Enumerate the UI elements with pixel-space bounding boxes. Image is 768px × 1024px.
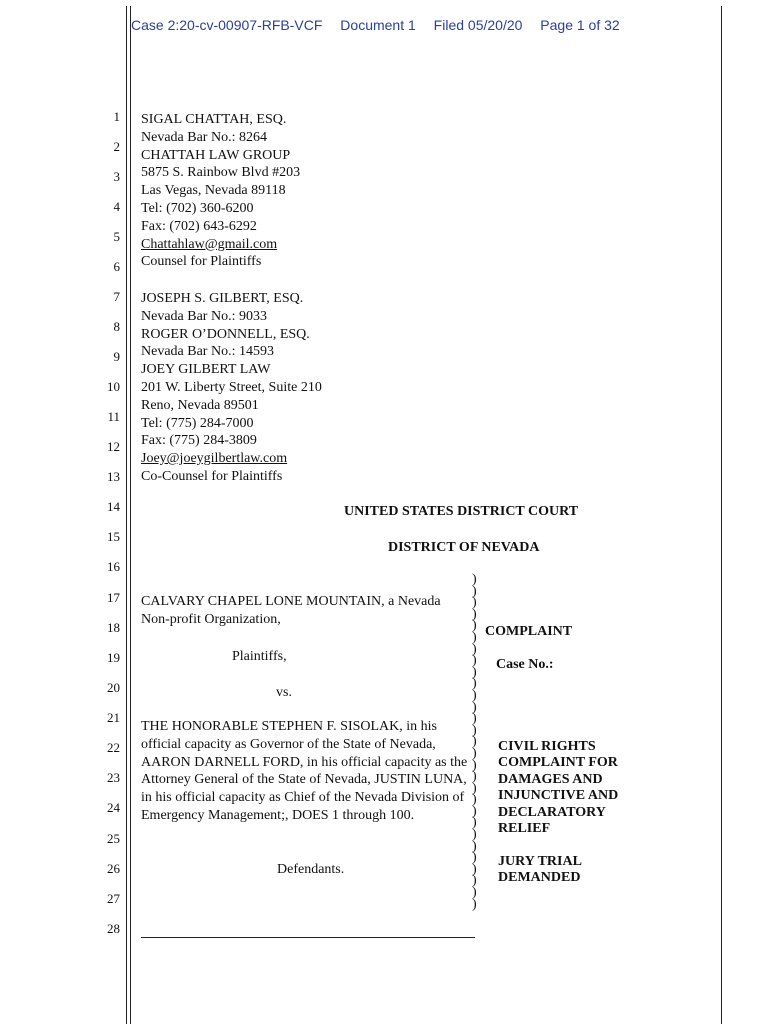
line-number: 13 bbox=[107, 469, 120, 484]
fax: Fax: (775) 284-3809 bbox=[141, 433, 257, 449]
paren: ) bbox=[472, 769, 477, 785]
paren: ) bbox=[472, 850, 477, 866]
street-address: 201 W. Liberty Street, Suite 210 bbox=[141, 379, 322, 395]
civil-rights-line: DECLARATORY bbox=[498, 804, 606, 820]
court-name: UNITED STATES DISTRICT COURT bbox=[344, 504, 579, 519]
versus-label: vs. bbox=[276, 685, 292, 700]
counsel-role: Co-Counsel for Plaintiffs bbox=[141, 468, 283, 484]
counsel-role: Counsel for Plaintiffs bbox=[141, 254, 262, 270]
paren: ) bbox=[472, 595, 477, 611]
civil-rights-heading bbox=[498, 739, 618, 837]
email-link[interactable]: Joey@joeygilbertlaw.com bbox=[141, 451, 288, 467]
line-number: 12 bbox=[107, 439, 120, 454]
paren: ) bbox=[472, 687, 477, 703]
line-number: 26 bbox=[107, 861, 120, 876]
line-number: 8 bbox=[113, 319, 120, 334]
jury-demand-heading bbox=[498, 854, 582, 887]
civil-rights-line: DAMAGES AND bbox=[498, 771, 603, 787]
bar-number: Nevada Bar No.: 9033 bbox=[141, 308, 267, 324]
line-number: 3 bbox=[113, 169, 120, 184]
paren: ) bbox=[472, 803, 477, 819]
line-number: 15 bbox=[107, 529, 120, 544]
paren: ) bbox=[472, 699, 477, 715]
paren: ) bbox=[472, 606, 477, 622]
line-number: 28 bbox=[107, 921, 120, 936]
street-address: 5875 S. Rainbow Blvd #203 bbox=[141, 165, 301, 181]
paren: ) bbox=[472, 757, 477, 773]
paren: ) bbox=[472, 641, 477, 657]
ecf-header bbox=[131, 17, 620, 33]
line-number: 9 bbox=[113, 349, 120, 364]
line-number: 24 bbox=[107, 800, 120, 815]
line-number: 2 bbox=[113, 139, 120, 154]
paren: ) bbox=[472, 676, 477, 692]
telephone: Tel: (702) 360-6200 bbox=[141, 200, 254, 216]
counsel-secondary-block bbox=[141, 290, 322, 486]
line-number: 10 bbox=[107, 379, 120, 394]
line-number: 20 bbox=[107, 680, 120, 695]
paren: ) bbox=[472, 780, 477, 796]
paren: ) bbox=[472, 885, 477, 901]
line-number: 1 bbox=[113, 109, 120, 124]
line-number: 11 bbox=[107, 409, 120, 424]
line-number: 23 bbox=[107, 770, 120, 785]
defendants-label: Defendants. bbox=[277, 862, 345, 877]
counsel-primary-block bbox=[141, 111, 300, 271]
paren: ) bbox=[472, 629, 477, 645]
firm-name: CHATTAH LAW GROUP bbox=[141, 147, 291, 163]
right-margin-line bbox=[721, 6, 722, 1024]
paren: ) bbox=[472, 653, 477, 669]
attorney-name: SIGAL CHATTAH, ESQ. bbox=[141, 112, 287, 127]
fax: Fax: (702) 643-6292 bbox=[141, 218, 257, 234]
paren: ) bbox=[472, 792, 477, 808]
district-name: DISTRICT OF NEVADA bbox=[388, 540, 540, 555]
line-number: 7 bbox=[113, 289, 120, 304]
paren: ) bbox=[472, 734, 477, 750]
caption-paren-column bbox=[472, 574, 477, 910]
line-number: 17 bbox=[107, 590, 120, 605]
bar-number: Nevada Bar No.: 14593 bbox=[141, 344, 274, 360]
jury-line: JURY TRIAL bbox=[498, 854, 582, 869]
firm-name: JOEY GILBERT LAW bbox=[141, 362, 271, 378]
header-filed-date: Filed 05/20/20 bbox=[433, 17, 523, 33]
paren: ) bbox=[472, 861, 477, 877]
paren: ) bbox=[472, 572, 477, 587]
case-number-label: Case No.: bbox=[496, 657, 554, 672]
line-number: 21 bbox=[107, 710, 120, 725]
line-number: 6 bbox=[113, 259, 120, 274]
line-number: 19 bbox=[107, 650, 120, 665]
email-link[interactable]: Chattahlaw@gmail.com bbox=[141, 236, 278, 252]
paren: ) bbox=[472, 873, 477, 889]
paren: ) bbox=[472, 896, 477, 912]
plaintiff-line-2: Non-profit Organization, bbox=[141, 611, 281, 627]
header-document: Document 1 bbox=[340, 17, 416, 33]
header-page: Page 1 of 32 bbox=[540, 17, 620, 33]
plaintiffs-label: Plaintiffs, bbox=[232, 649, 287, 664]
civil-rights-line: COMPLAINT FOR bbox=[498, 755, 618, 771]
plaintiff-line-1: CALVARY CHAPEL LONE MOUNTAIN, a Nevada bbox=[141, 594, 441, 609]
paren: ) bbox=[472, 722, 477, 738]
line-number: 18 bbox=[107, 620, 120, 635]
paren: ) bbox=[472, 618, 477, 634]
paren: ) bbox=[472, 838, 477, 854]
paren: ) bbox=[472, 815, 477, 831]
paren: ) bbox=[472, 664, 477, 680]
complaint-title: COMPLAINT bbox=[485, 624, 573, 639]
left-margin-line-inner bbox=[130, 6, 131, 1024]
line-number: 22 bbox=[107, 740, 120, 755]
line-number: 4 bbox=[113, 199, 120, 214]
paren: ) bbox=[472, 583, 477, 599]
city-address: Reno, Nevada 89501 bbox=[141, 397, 259, 413]
paren: ) bbox=[472, 827, 477, 843]
caption-bottom-rule bbox=[141, 937, 475, 938]
defendants-caption: THE HONORABLE STEPHEN F. SISOLAK, in his official capacity as Governor of the State of Nevada, AARON DARNELL FORD, in his official capacity as the Attorney General of the State of Nevada, JUSTIN LUNA, in his official capacity as Chief of the Nevada Division of Emergency Management;, DOES 1 through 100. bbox=[141, 719, 468, 823]
left-margin-line-outer bbox=[126, 6, 127, 1024]
civil-rights-line: INJUNCTIVE AND bbox=[498, 788, 619, 804]
city-address: Las Vegas, Nevada 89118 bbox=[141, 183, 286, 199]
jury-line: DEMANDED bbox=[498, 870, 581, 886]
civil-rights-line: CIVIL RIGHTS bbox=[498, 739, 596, 754]
paren: ) bbox=[472, 745, 477, 761]
line-number: 14 bbox=[107, 499, 120, 514]
telephone: Tel: (775) 284-7000 bbox=[141, 415, 254, 431]
civil-rights-line: RELIEF bbox=[498, 821, 551, 837]
bar-number: Nevada Bar No.: 8264 bbox=[141, 129, 267, 145]
line-number: 27 bbox=[107, 891, 120, 906]
plaintiff-caption bbox=[141, 593, 471, 629]
attorney-name: ROGER O’DONNELL, ESQ. bbox=[141, 326, 310, 342]
attorney-name: JOSEPH S. GILBERT, ESQ. bbox=[141, 291, 304, 306]
line-number: 25 bbox=[107, 831, 120, 846]
paren: ) bbox=[472, 711, 477, 727]
line-number: 5 bbox=[113, 229, 120, 244]
line-number: 16 bbox=[107, 559, 120, 574]
header-case-number: Case 2:20-cv-00907-RFB-VCF bbox=[131, 17, 323, 33]
